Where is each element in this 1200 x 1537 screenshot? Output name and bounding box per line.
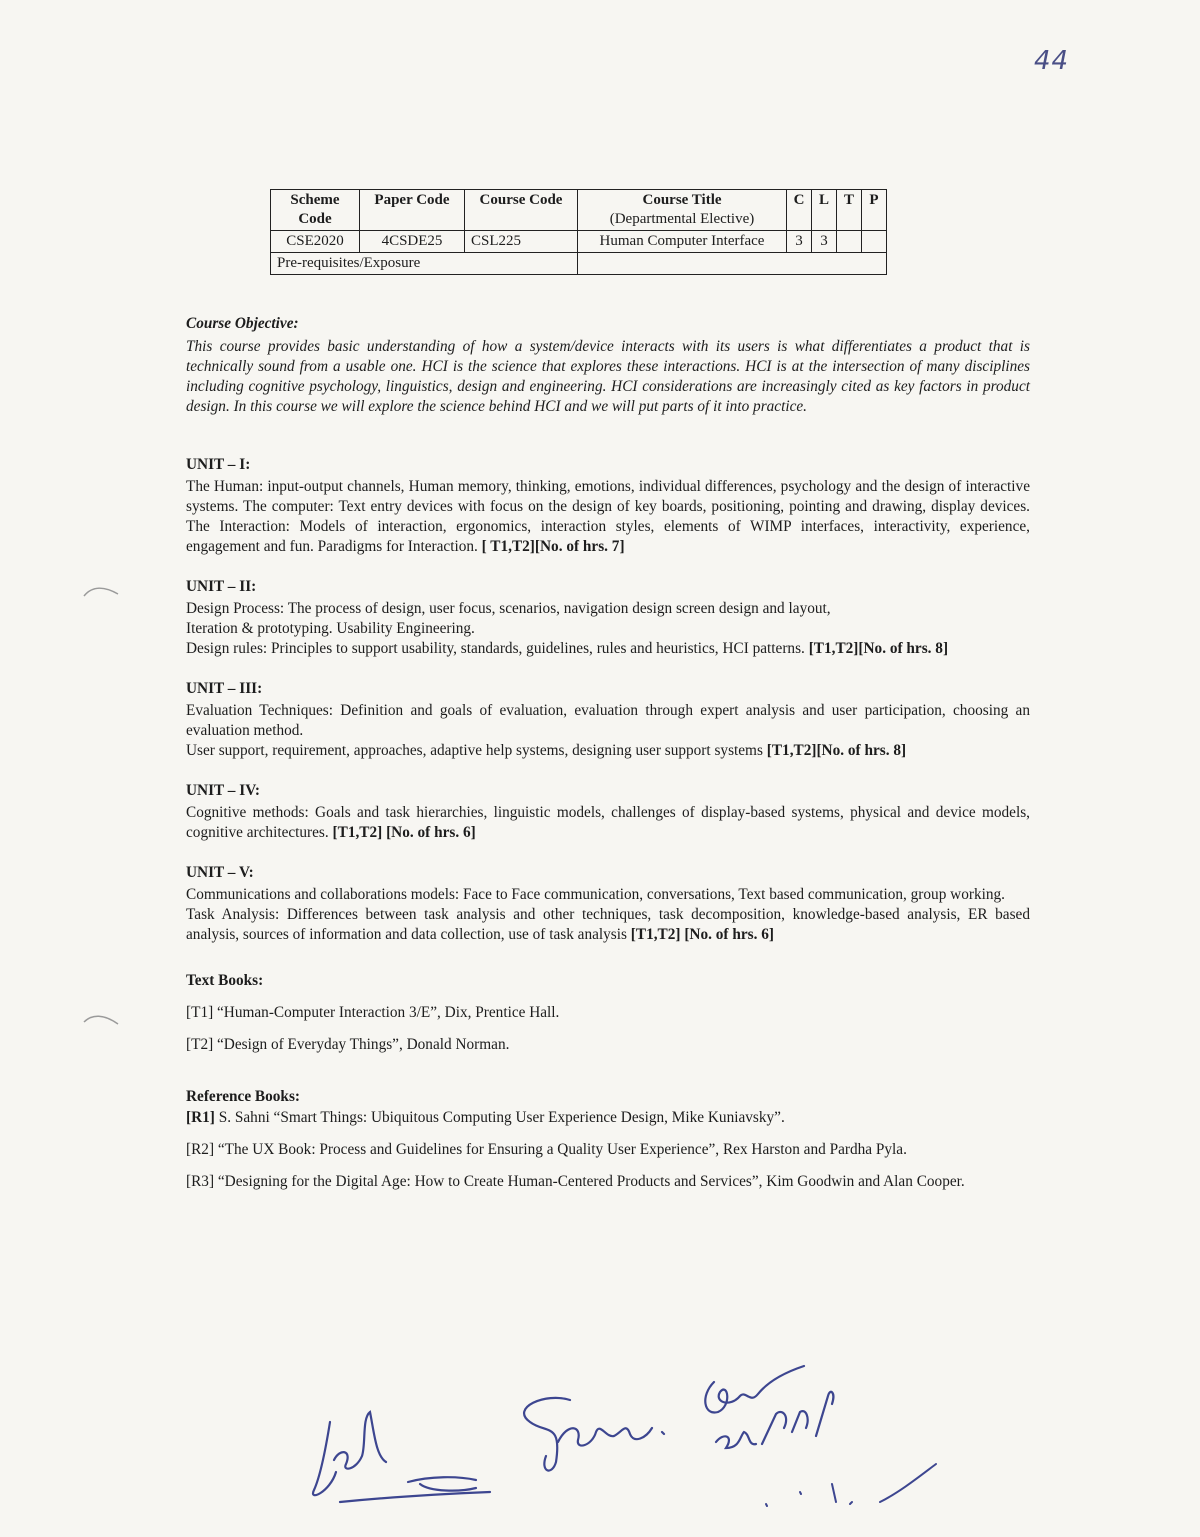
- paper-code-cell: 4CSDE25: [360, 231, 465, 253]
- unit-text: Design Process: The process of design, user focus, scenarios, navigation design screen design and layout,: [186, 600, 831, 617]
- course-title-header-label: Course Title: [642, 192, 722, 208]
- ink-marks: [766, 1464, 936, 1506]
- unit-paragraph: [186, 599, 1030, 619]
- margin-tick-mark: [82, 1010, 122, 1030]
- unit-reference-hours: [T1,T2] [No. of hrs. 6]: [630, 926, 774, 943]
- table-header-row: [271, 190, 887, 231]
- reference-books-title: Reference Books:: [186, 1088, 300, 1105]
- practical-header: P: [862, 190, 887, 231]
- tutorial-header: T: [837, 190, 862, 231]
- unit-title: UNIT – III:: [186, 680, 263, 697]
- unit-text: User support, requirement, approaches, adaptive help systems, designing user support systems: [186, 742, 767, 759]
- reference-book-item: [186, 1140, 1030, 1160]
- reference-book-item: [186, 1172, 1030, 1192]
- unit-title: UNIT – V:: [186, 864, 254, 881]
- signature: [705, 1366, 833, 1448]
- unit-paragraph: [186, 905, 1030, 945]
- page-number: 44: [1034, 46, 1070, 76]
- lecture-cell: 3: [812, 231, 837, 253]
- text-book-item: [T2] “Design of Everyday Things”, Donald Norman.: [186, 1036, 510, 1053]
- text-books-section: [186, 971, 1030, 1055]
- unit-text: Evaluation Techniques: Definition and goals of evaluation, evaluation through expert analysis and user participation, choosing an evaluation method.: [186, 702, 1030, 739]
- unit-paragraph: [186, 803, 1030, 843]
- tutorial-cell: [837, 231, 862, 253]
- text-books-title: Text Books:: [186, 972, 264, 989]
- unit-text: The Human: input-output channels, Human memory, thinking, emotions, individual differences, psychology and the design of interactive systems. The computer: Text entry devices with focus on the design of key boards, positioning, pointing and drawing, display devices. The Interaction: Models of interaction, ergonomics, interaction styles, elements of WIMP interfaces, interactivity, experience, engagement and fun. Paradigms for Interaction.: [186, 478, 1030, 555]
- unit-text: Task Analysis: Differences between task analysis and other techniques, task decomposition, knowledge-based analysis, ER based analysis, sources of information and data collection, use of task analysis: [186, 906, 1030, 943]
- course-code-header: Course Code: [465, 190, 578, 231]
- objective-title: Course Objective:: [186, 315, 299, 332]
- syllabus-content: [186, 314, 1030, 1192]
- table-row: [271, 231, 887, 253]
- course-code-cell: CSL225: [465, 231, 578, 253]
- units-section: [186, 455, 1030, 945]
- scheme-code-cell: CSE2020: [271, 231, 360, 253]
- margin-tick-mark: [82, 582, 122, 602]
- reference-text: “The UX Book: Process and Guidelines for Ensuring a Quality User Experience”, Rex Harston and Pardha Pyla.: [214, 1141, 907, 1158]
- unit-paragraph: [186, 639, 1030, 659]
- unit-section: [186, 679, 1030, 761]
- unit-text: Cognitive methods: Goals and task hierarchies, linguistic models, challenges of display-based systems, physical and device models, cognitive architectures.: [186, 804, 1030, 841]
- unit-text: Iteration & prototyping. Usability Engineering.: [186, 620, 475, 637]
- reference-tag: [R1]: [186, 1109, 215, 1126]
- reference-books-section: [186, 1087, 1030, 1192]
- unit-title: UNIT – II:: [186, 578, 257, 595]
- unit-paragraph: [186, 741, 1030, 761]
- credits-cell: 3: [787, 231, 812, 253]
- course-title-header: [578, 190, 787, 231]
- unit-title: UNIT – IV:: [186, 782, 260, 799]
- objective-text: This course provides basic understanding of how a system/device interacts with its users is what differentiates a product that is technically sound from a usable one. HCI is the science that explores these interactions. HCI is at the intersection of many disciplines including cognitive psychology, linguistics, design and engineering. HCI considerations are increasingly cited as key factors in product design. In this course we will explore the science behind HCI and we will put parts of it into practice.: [186, 338, 1030, 415]
- signature: [524, 1398, 664, 1471]
- signature: [313, 1412, 490, 1502]
- reference-book-item: [186, 1108, 1030, 1128]
- scheme-code-header: Scheme Code: [271, 190, 360, 231]
- signatures-area: [300, 1352, 940, 1532]
- practical-cell: [862, 231, 887, 253]
- text-book-item: [T1] “Human-Computer Interaction 3/E”, Dix, Prentice Hall.: [186, 1004, 560, 1021]
- unit-section: [186, 863, 1030, 945]
- unit-section: [186, 577, 1030, 659]
- unit-section: [186, 455, 1030, 557]
- unit-reference-hours: [T1,T2][No. of hrs. 8]: [766, 742, 907, 759]
- unit-paragraph: [186, 619, 1030, 639]
- course-title-cell: Human Computer Interface: [578, 231, 787, 253]
- lecture-header: L: [812, 190, 837, 231]
- course-title-subheader: (Departmental Elective): [609, 211, 755, 227]
- unit-paragraph: [186, 477, 1030, 557]
- reference-tag: [R2]: [186, 1141, 215, 1158]
- prerequisites-label: Pre-requisites/Exposure: [271, 253, 578, 275]
- unit-reference-hours: [ T1,T2][No. of hrs. 7]: [481, 538, 625, 555]
- credits-header: C: [787, 190, 812, 231]
- unit-section: [186, 781, 1030, 843]
- reference-tag: [R3]: [186, 1173, 215, 1190]
- unit-reference-hours: [T1,T2] [No. of hrs. 6]: [332, 824, 476, 841]
- paper-code-header: Paper Code: [360, 190, 465, 231]
- unit-paragraph: [186, 885, 1030, 905]
- unit-paragraph: [186, 701, 1030, 741]
- course-info-table: [270, 189, 887, 275]
- unit-text: Design rules: Principles to support usability, standards, guidelines, rules and heuristics, HCI patterns.: [186, 640, 809, 657]
- reference-text: “Designing for the Digital Age: How to Create Human-Centered Products and Services”, Kim Goodwin and Alan Cooper.: [214, 1173, 965, 1190]
- unit-title: UNIT – I:: [186, 456, 251, 473]
- reference-text: S. Sahni “Smart Things: Ubiquitous Computing User Experience Design, Mike Kuniavsky”.: [214, 1109, 785, 1126]
- unit-text: Communications and collaborations models: Face to Face communication, conversations, Text based communication, group working.: [186, 886, 1005, 903]
- prerequisites-row: [271, 253, 887, 275]
- prerequisites-value: [578, 253, 887, 275]
- unit-reference-hours: [T1,T2][No. of hrs. 8]: [808, 640, 949, 657]
